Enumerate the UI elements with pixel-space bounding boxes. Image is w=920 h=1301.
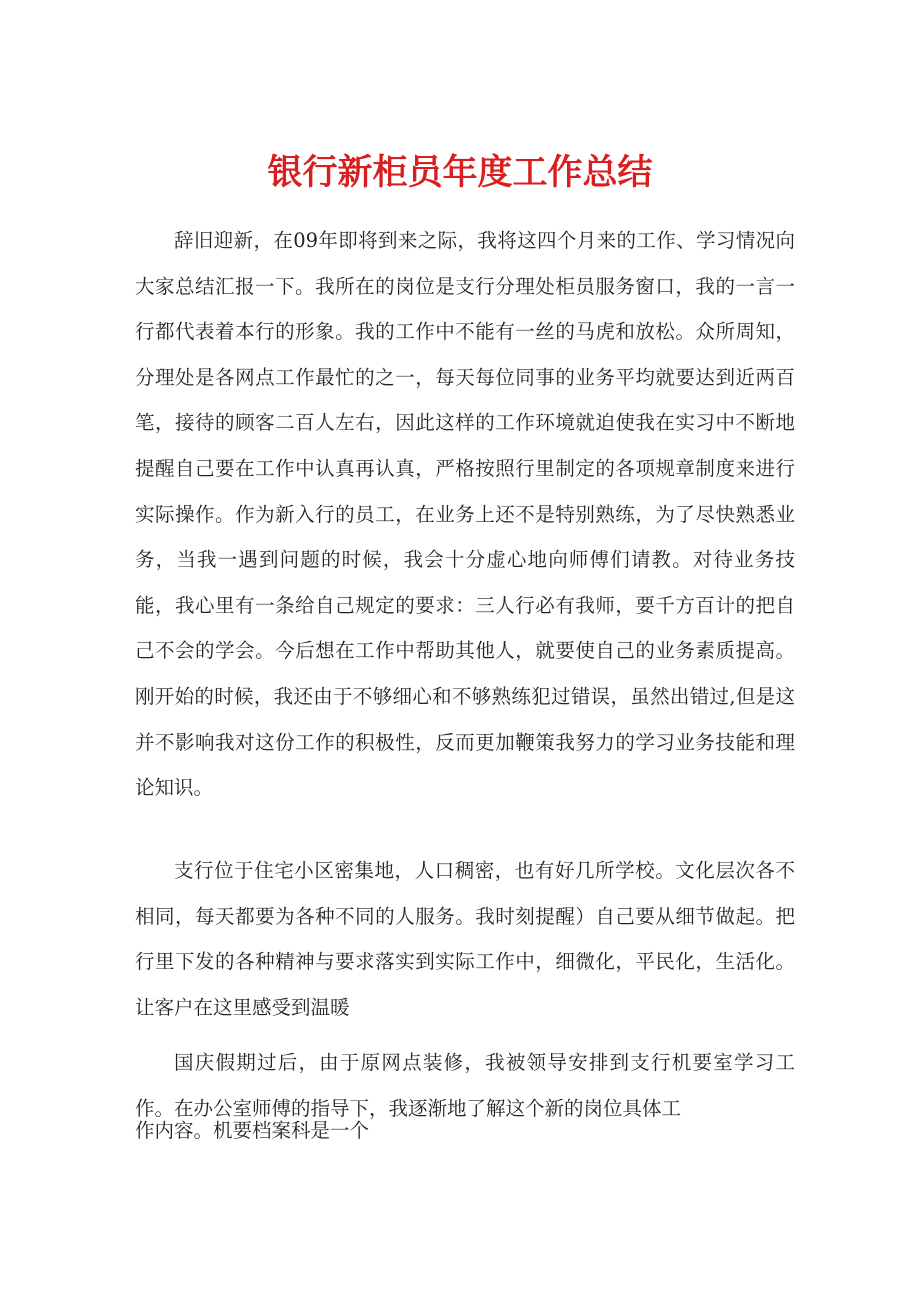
paragraph-2: 支行位于住宅小区密集地，人口稠密，也有好几所学校。文化层次各不相同，每天都要为各种不同的人服务。我时刻提醒）自己要从细节做起。把行里下发的各种精神与要求落实到实际工作中，细微化，平民化，生活化。让客户在这里感受到温暖 — [135, 859, 795, 1019]
paragraph-3: 国庆假期过后，由于原网点装修，我被领导安排到支行机要室学习工作。在办公室师傅的指导下，我逐渐地了解这个新的岗位具体工 — [135, 1051, 795, 1120]
paragraph-1: 辞旧迎新，在09年即将到来之际，我将这四个月来的工作、学习情况向大家总结汇报一下。我所在的岗位是支行分理处柜员服务窗口，我的一言一行都代表着本行的形象。我的工作中不能有一丝的马虎和放松。众所周知，分理处是各网点工作最忙的之一，每天每位同事的业务平均就要达到近两百笔，接待的顾客二百人左右，因此这样的工作环境就迫使我在实习中不断地提醒自己要在工作中认真再认真，严格按照行里制定的各项规章制度来进行实际操作。作为新入行的员工，在业务上还不是特别熟练，为了尽快熟悉业务，当我一遇到问题的时候，我会十分虚心地向师傅们请教。对待业务技能，我心里有一条给自己规定的要求：三人行必有我师，要千方百计的把自己不会的学会。今后想在工作中帮助其他人，就要使自己的业务素质提高。刚开始的时候，我还由于不够细心和不够熟练犯过错误，虽然出错过,但是这并不影响我对这份工作的积极性，反而更加鞭策我努力的学习业务技能和理论知识。 — [135, 229, 795, 800]
paragraph-3-continuation: 作内容。机要档案科是一个 — [135, 1119, 370, 1142]
document-title: 银行新柜员年度工作总结 — [267, 153, 653, 194]
